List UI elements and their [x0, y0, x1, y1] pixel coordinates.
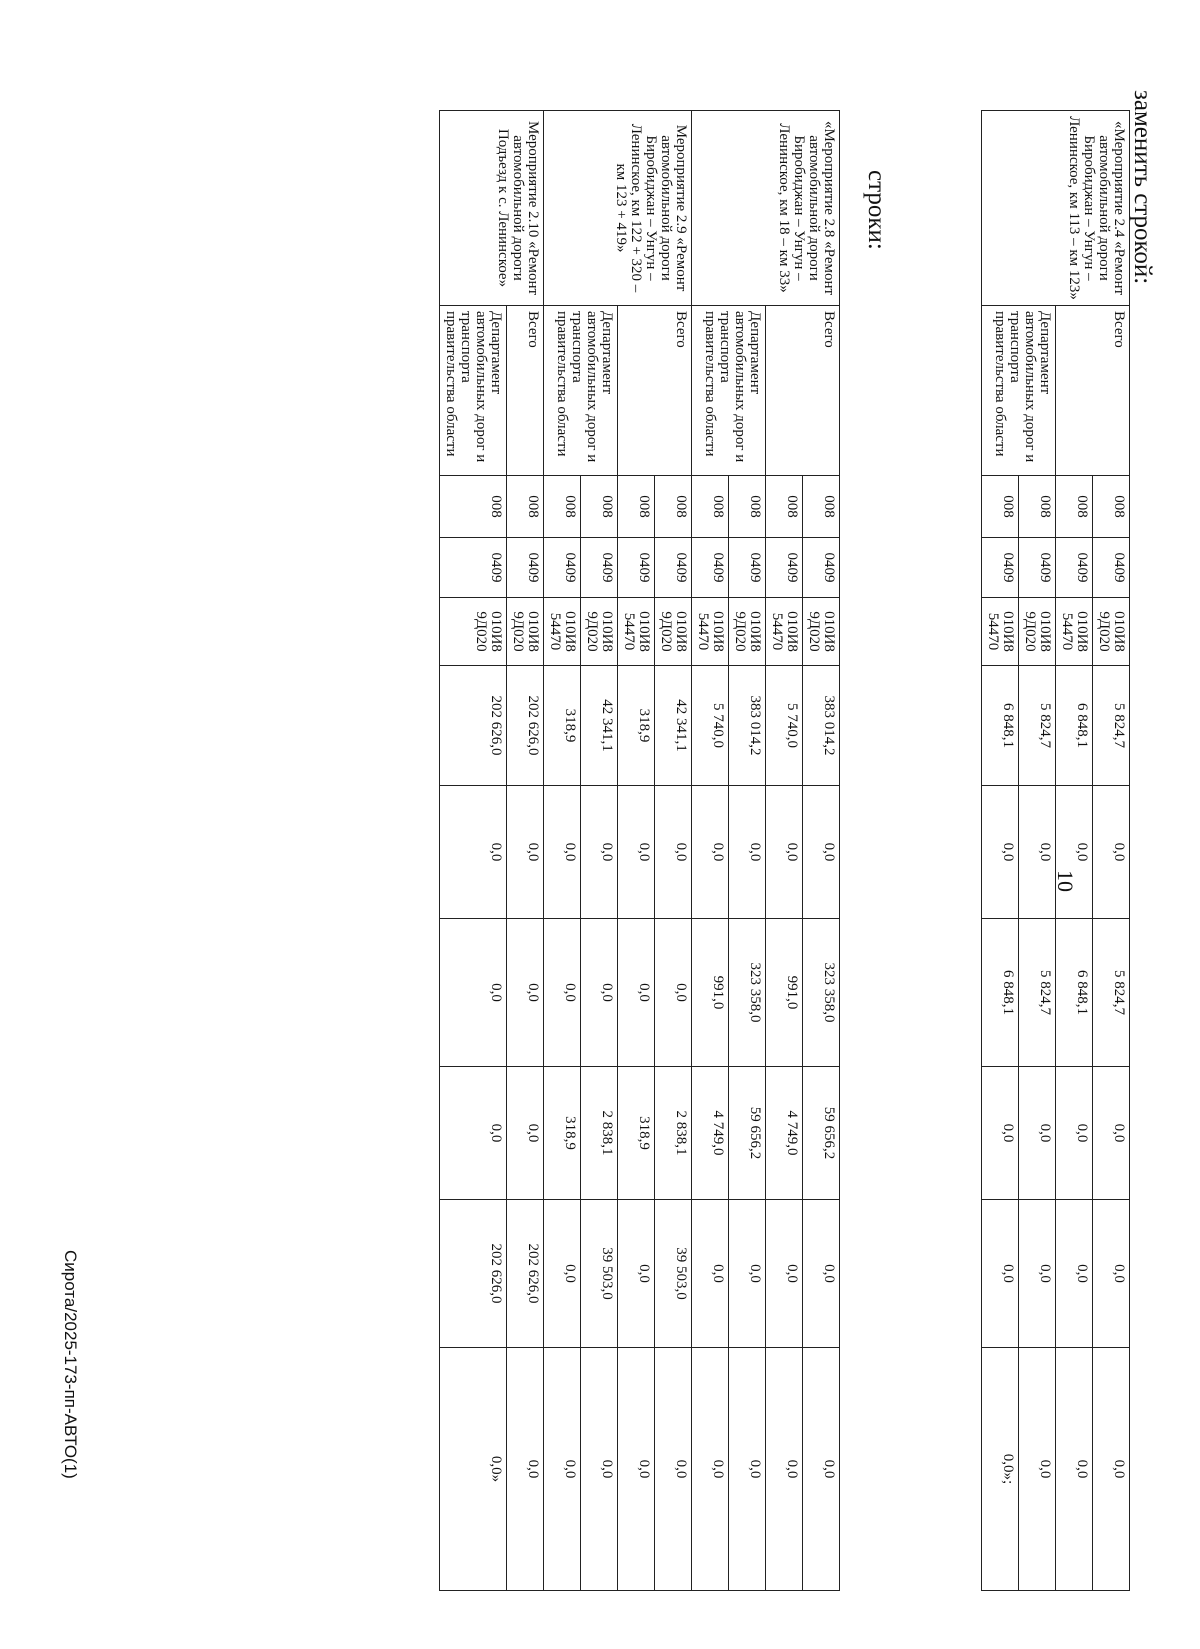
heading-replace: заменить строкой: [1129, 90, 1156, 285]
amount-cell-y5: 0,0»; [982, 1348, 1019, 1591]
target-article-part: 010И8 [673, 611, 689, 652]
amount-cell-total: 42 341,1 [655, 666, 692, 786]
target-article-part: 010И8 [562, 611, 578, 652]
target-article-part: 010И8 [821, 611, 837, 652]
table-row [655, 111, 692, 1591]
amount-cell-total: 5 824,7 [1093, 666, 1130, 786]
target-article-part: 54470 [985, 612, 1001, 651]
amount-cell-y5: 0,0 [507, 1348, 544, 1591]
amount-cell-y2: 323 358,0 [729, 919, 766, 1067]
target-article-cell [655, 598, 692, 666]
amount-cell-y2: 0,0 [581, 919, 618, 1067]
amount-cell-y2: 0,0 [544, 919, 581, 1067]
measure-name-cell: Мероприятие 2.9 «Ремонт автомобильной дороги Биробиджан – Унгун – Ленинское, км 122 + 320 – км 123 + 419» [544, 111, 692, 306]
amount-cell-total: 202 626,0 [440, 666, 507, 786]
target-article-cell [618, 598, 655, 666]
grbs-cell: 008 [803, 476, 840, 538]
amount-cell-total: 42 341,1 [581, 666, 618, 786]
amount-cell-y3: 4 749,0 [692, 1067, 729, 1200]
rotated-page [50, 70, 1160, 1630]
amount-cell-y3: 59 656,2 [729, 1067, 766, 1200]
target-article-part: 010И8 [525, 611, 541, 652]
amount-cell-y3: 4 749,0 [766, 1067, 803, 1200]
amount-cell-y4: 0,0 [803, 1200, 840, 1348]
amount-cell-y2: 323 358,0 [803, 919, 840, 1067]
amount-cell-y3: 318,9 [544, 1067, 581, 1200]
target-article-part: 54470 [695, 612, 711, 651]
section-cell: 0409 [507, 538, 544, 598]
target-article-cell [1019, 598, 1056, 666]
amount-cell-y1: 0,0 [544, 786, 581, 919]
amount-cell-y1: 0,0 [655, 786, 692, 919]
amount-cell-y4: 0,0 [618, 1200, 655, 1348]
amount-cell-y3: 2 838,1 [581, 1067, 618, 1200]
amount-cell-y4: 0,0 [1093, 1200, 1130, 1348]
amount-cell-total: 202 626,0 [507, 666, 544, 786]
amount-cell-y2: 0,0 [655, 919, 692, 1067]
grbs-cell: 008 [507, 476, 544, 538]
amount-cell-y1: 0,0 [803, 786, 840, 919]
replacement-table [981, 110, 1130, 1591]
amount-cell-y2: 0,0 [507, 919, 544, 1067]
grbs-cell: 008 [544, 476, 581, 538]
amount-cell-y4: 0,0 [729, 1200, 766, 1348]
executor-cell: Всего [507, 306, 544, 476]
amount-cell-y5: 0,0 [803, 1348, 840, 1591]
amount-cell-y4: 0,0 [1056, 1200, 1093, 1348]
amount-cell-y2: 991,0 [692, 919, 729, 1067]
amount-cell-y5: 0,0 [618, 1348, 655, 1591]
amount-cell-y2: 0,0 [440, 919, 507, 1067]
target-article-part: 54470 [769, 612, 785, 651]
target-article-part: 9Д020 [1022, 611, 1038, 652]
grbs-cell: 008 [729, 476, 766, 538]
target-article-part: 9Д020 [473, 611, 489, 652]
amount-cell-y1: 0,0 [1056, 786, 1093, 919]
section-cell: 0409 [729, 538, 766, 598]
target-article-cell [1093, 598, 1130, 666]
amount-cell-y2: 5 824,7 [1093, 919, 1130, 1067]
target-article-cell [766, 598, 803, 666]
amount-cell-y2: 5 824,7 [1019, 919, 1056, 1067]
amount-cell-y3: 0,0 [1056, 1067, 1093, 1200]
target-article-part: 010И8 [784, 611, 800, 652]
amount-cell-y4: 0,0 [982, 1200, 1019, 1348]
amount-cell-total: 383 014,2 [729, 666, 766, 786]
section-cell: 0409 [618, 538, 655, 598]
amount-cell-y1: 0,0 [440, 786, 507, 919]
amount-cell-y4: 0,0 [766, 1200, 803, 1348]
amount-cell-y3: 0,0 [982, 1067, 1019, 1200]
target-article-cell [803, 598, 840, 666]
amount-cell-y1: 0,0 [618, 786, 655, 919]
amount-cell-total: 318,9 [618, 666, 655, 786]
target-article-part: 9Д020 [1096, 611, 1112, 652]
section-cell: 0409 [692, 538, 729, 598]
grbs-cell: 008 [655, 476, 692, 538]
target-article-cell [507, 598, 544, 666]
target-article-part: 9Д020 [806, 611, 822, 652]
target-article-part: 54470 [547, 612, 563, 651]
amount-cell-y1: 0,0 [982, 786, 1019, 919]
table-row [729, 111, 766, 1591]
target-article-part: 010И8 [1111, 611, 1127, 652]
amount-cell-y5: 0,0 [1093, 1348, 1130, 1591]
target-article-part: 9Д020 [658, 611, 674, 652]
amount-cell-total: 318,9 [544, 666, 581, 786]
section-cell: 0409 [803, 538, 840, 598]
amount-cell-y4: 39 503,0 [581, 1200, 618, 1348]
target-article-cell [440, 598, 507, 666]
amount-cell-y1: 0,0 [692, 786, 729, 919]
grbs-cell: 008 [440, 476, 507, 538]
measure-name-cell: «Мероприятие 2.8 «Ремонт автомобильной дороги Биробиджан – Унгун – Ленинское, км 18 – км 33» [692, 111, 840, 306]
amount-cell-y1: 0,0 [766, 786, 803, 919]
amount-cell-total: 5 740,0 [692, 666, 729, 786]
amount-cell-total: 6 848,1 [1056, 666, 1093, 786]
amount-cell-y3: 2 838,1 [655, 1067, 692, 1200]
section-cell: 0409 [440, 538, 507, 598]
amount-cell-total: 5 824,7 [1019, 666, 1056, 786]
target-article-part: 010И8 [1037, 611, 1053, 652]
target-article-cell [692, 598, 729, 666]
amount-cell-y1: 0,0 [507, 786, 544, 919]
target-article-part: 010И8 [488, 611, 504, 652]
executor-cell: Всего [618, 306, 692, 476]
amount-cell-y5: 0,0 [544, 1348, 581, 1591]
amount-cell-y2: 6 848,1 [1056, 919, 1093, 1067]
amount-cell-total: 6 848,1 [982, 666, 1019, 786]
executor-cell: Всего [766, 306, 840, 476]
table-row [1019, 111, 1056, 1591]
amount-cell-y5: 0,0 [581, 1348, 618, 1591]
grbs-cell: 008 [1056, 476, 1093, 538]
amount-cell-y2: 991,0 [766, 919, 803, 1067]
amount-cell-total: 383 014,2 [803, 666, 840, 786]
section-cell: 0409 [766, 538, 803, 598]
amount-cell-y2: 0,0 [618, 919, 655, 1067]
target-article-part: 010И8 [747, 611, 763, 652]
amount-cell-y4: 39 503,0 [655, 1200, 692, 1348]
target-article-part: 010И8 [599, 611, 615, 652]
amount-cell-y4: 202 626,0 [507, 1200, 544, 1348]
table-row [440, 111, 507, 1591]
amount-cell-y5: 0,0 [729, 1348, 766, 1591]
amount-cell-y1: 0,0 [1019, 786, 1056, 919]
section-cell: 0409 [655, 538, 692, 598]
page-number: 10 [1053, 870, 1078, 892]
grbs-cell: 008 [1093, 476, 1130, 538]
measure-name-cell: Мероприятие 2.10 «Ремонт автомобильной дороги Подъезд к с. Ленинское» [440, 111, 544, 306]
amount-cell-y3: 0,0 [440, 1067, 507, 1200]
section-cell: 0409 [544, 538, 581, 598]
target-article-cell [1056, 598, 1093, 666]
amount-cell-y4: 0,0 [544, 1200, 581, 1348]
grbs-cell: 008 [982, 476, 1019, 538]
amount-cell-y1: 0,0 [1093, 786, 1130, 919]
amount-cell-y1: 0,0 [581, 786, 618, 919]
section-cell: 0409 [1056, 538, 1093, 598]
target-article-part: 9Д020 [584, 611, 600, 652]
table-row [507, 111, 544, 1591]
amount-cell-y3: 0,0 [507, 1067, 544, 1200]
target-article-cell [544, 598, 581, 666]
amount-cell-y5: 0,0 [692, 1348, 729, 1591]
grbs-cell: 008 [618, 476, 655, 538]
amount-cell-y5: 0,0 [766, 1348, 803, 1591]
grbs-cell: 008 [766, 476, 803, 538]
grbs-cell: 008 [581, 476, 618, 538]
amount-cell-y4: 0,0 [692, 1200, 729, 1348]
target-article-part: 010И8 [710, 611, 726, 652]
target-article-part: 010И8 [1074, 611, 1090, 652]
amount-cell-y3: 59 656,2 [803, 1067, 840, 1200]
measure-name-cell: «Мероприятие 2.4 «Ремонт автомобильной дороги Биробиджан – Унгун – Ленинское, км 113 – км 123» [982, 111, 1130, 306]
target-article-part: 010И8 [1000, 611, 1016, 652]
amount-cell-y2: 6 848,1 [982, 919, 1019, 1067]
target-article-cell [982, 598, 1019, 666]
amount-cell-y4: 0,0 [1019, 1200, 1056, 1348]
executor-cell: Департамент автомобильных дорог и транспорта правительства области [982, 306, 1056, 476]
section-cell: 0409 [1093, 538, 1130, 598]
table-row [581, 111, 618, 1591]
amount-cell-y3: 0,0 [1019, 1067, 1056, 1200]
section-cell: 0409 [1019, 538, 1056, 598]
target-article-cell [581, 598, 618, 666]
amount-cell-y5: 0,0 [1056, 1348, 1093, 1591]
section-cell: 0409 [581, 538, 618, 598]
amount-cell-total: 5 740,0 [766, 666, 803, 786]
executor-cell: Всего [1056, 306, 1130, 476]
executor-cell: Департамент автомобильных дорог и транспорта правительства области [544, 306, 618, 476]
heading-rows: строки: [863, 170, 890, 250]
target-article-part: 54470 [1059, 612, 1075, 651]
grbs-cell: 008 [692, 476, 729, 538]
table-row [803, 111, 840, 1591]
amount-cell-y5: 0,0» [440, 1348, 507, 1591]
target-article-cell [729, 598, 766, 666]
rows-table [439, 110, 840, 1591]
table-row [1093, 111, 1130, 1591]
target-article-part: 010И8 [636, 611, 652, 652]
amount-cell-y1: 0,0 [729, 786, 766, 919]
amount-cell-y5: 0,0 [1019, 1348, 1056, 1591]
amount-cell-y3: 0,0 [1093, 1067, 1130, 1200]
target-article-part: 9Д020 [732, 611, 748, 652]
target-article-part: 9Д020 [510, 611, 526, 652]
section-cell: 0409 [982, 538, 1019, 598]
executor-cell: Департамент автомобильных дорог и транспорта правительства области [440, 306, 507, 476]
grbs-cell: 008 [1019, 476, 1056, 538]
target-article-part: 54470 [621, 612, 637, 651]
amount-cell-y3: 318,9 [618, 1067, 655, 1200]
amount-cell-y5: 0,0 [655, 1348, 692, 1591]
document-code: Сирота/2025-173-пп-АВТО(1) [61, 1250, 80, 1479]
amount-cell-y4: 202 626,0 [440, 1200, 507, 1348]
executor-cell: Департамент автомобильных дорог и транспорта правительства области [692, 306, 766, 476]
